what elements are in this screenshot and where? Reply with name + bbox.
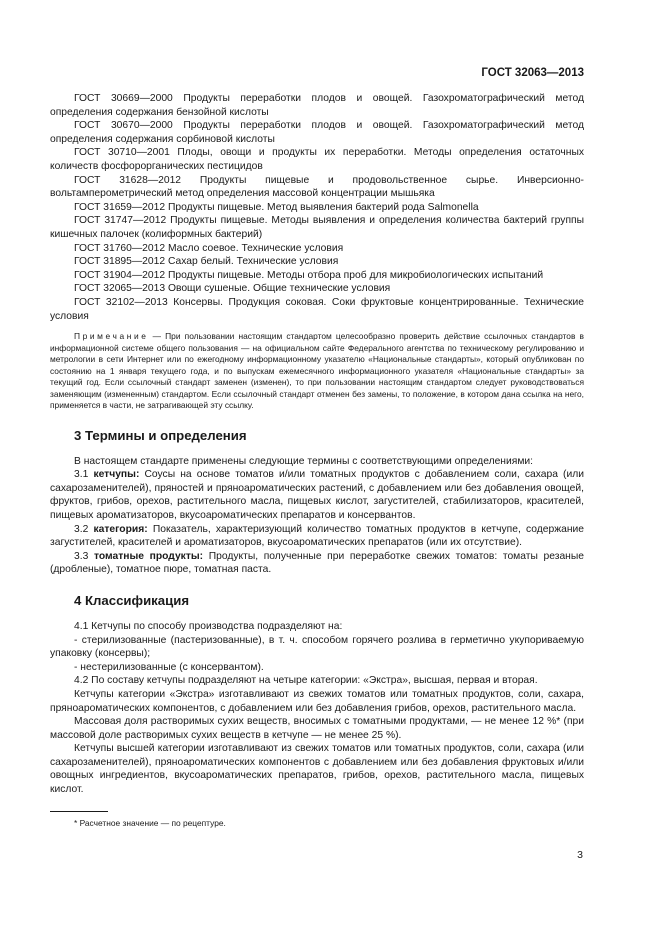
page-number: 3 <box>577 849 583 861</box>
term-definition <box>50 550 584 577</box>
reference-item: ГОСТ 31659—2012 Продукты пищевые. Метод выявления бактерий рода Salmonella <box>74 201 479 213</box>
term-number: 3.3 <box>74 550 89 562</box>
footnote-divider <box>50 811 108 812</box>
term-name: категория: <box>93 523 148 535</box>
reference-item: ГОСТ 31747—2012 Продукты пищевые. Методы выявления и определения количества бактерий группы кишечных палочек (колиформных бактерий) <box>50 215 584 240</box>
reference-item: ГОСТ 32102—2013 Консервы. Продукция соковая. Соки фруктовые концентрированные. Технические условия <box>50 296 584 322</box>
reference-item: ГОСТ 31895—2012 Сахар белый. Технические условия <box>74 256 339 268</box>
term-name: кетчупы: <box>93 469 140 481</box>
paragraph-extra-category: Кетчупы категории «Экстра» изготавливают из свежих томатов или томатных продуктов, соли, сахара, пряноароматических компонентов, с добавлением или без добавления грибов, орехов, растительного масла. <box>50 688 584 714</box>
note-label: Примечание <box>74 331 149 342</box>
note-text: — При пользовании настоящим стандартом целесообразно проверить действие ссылочных стандартов в информационной системе общего пользования — на официальном сайте Федерального агентства по техническому регулированию и метрологии в сети Интернет или по ежегодному информационному указателю «Национальные стандарты», который опубликован по состоянию на 1 января текущего года, и по выпускам ежемесячного информационного указателя «Национальные стандарты» за текущий год. Если ссылочный стандарт заменен (изменен), то при пользовании настоящим стандартом следует руководствоваться заменяющим (измененным) стандартом. Если ссылочный стандарт отменен без замены, то положение, в котором дана ссылка на него, применяется в части, не затрагивающей эту ссылку. <box>50 331 584 411</box>
reference-item: ГОСТ 31760—2012 Масло соевое. Технические условия <box>74 242 344 254</box>
term-definition <box>50 523 584 550</box>
term-number: 3.2 <box>74 523 89 535</box>
section-4-heading: 4 Классификация <box>74 592 190 608</box>
term-text: Соусы на основе томатов и/или томатных продуктов с добавлением соли, сахара (или сахарозаменителей), пряностей и пряноароматических растений, с добавлением или без добавления овощей, фруктов, грибов, орехов, растительного масла, пищевых кислот, загустителей, стабилизаторов, красителей, пищевых ароматизаторов, вкусоароматических препаратов и консервантов. <box>50 469 584 521</box>
term-text: Показатель, характеризующий количество томатных продуктов в кетчупе, содержание загустителей, красителей и ароматизаторов, вкусоароматических препаратов (или их отсутствие). <box>50 523 584 549</box>
list-item: - стерилизованные (пастеризованные), в т. ч. способом горячего розлива в герметично укупориваемую упаковку (консервы); <box>50 634 584 660</box>
note-paragraph <box>50 331 584 412</box>
reference-item: ГОСТ 31628—2012 Продукты пищевые и продовольственное сырье. Инверсионно-вольтамперометрический метод определения массовой концентрации мышьяка <box>50 174 584 200</box>
paragraph-higher-category: Кетчупы высшей категории изготавливают из свежих томатов или томатных продуктов, соли, сахара (или сахарозаменителей), пряноароматических компонентов с добавлением или без добавления фруктовых и/или овощных ингредиентов, вкусоароматических препаратов, грибов, орехов, растительного масла, пищевых кислот. <box>50 743 584 796</box>
term-number: 3.1 <box>74 469 89 481</box>
reference-item: ГОСТ 31904—2012 Продукты пищевые. Методы отбора проб для микробиологических испытаний <box>74 269 544 281</box>
clause-4-2: 4.2 По составу кетчупы подразделяют на четыре категории: «Экстра», высшая, первая и вторая. <box>74 675 538 687</box>
term-definition <box>50 468 584 522</box>
section-3-heading: 3 Термины и определения <box>74 427 247 443</box>
reference-item: ГОСТ 30670—2000 Продукты переработки плодов и овощей. Газохроматографический метод определения содержания сорбиновой кислоты <box>50 120 584 145</box>
term-text: Продукты, полученные при переработке свежих томатов: томаты резаные (дробленые), томатное пюре, томатная паста. <box>50 550 584 576</box>
document-code-header: ГОСТ 32063—2013 <box>481 67 584 79</box>
section-3-intro: В настоящем стандарте применены следующие термины с соответствующими определениями: <box>74 455 534 467</box>
page-content <box>50 92 584 829</box>
paragraph-mass-fraction: Массовая доля растворимых сухих веществ, вносимых с томатными продуктами, — не менее 12 %* (при массовой доле растворимых сухих веществ в кетчупе — не менее 25 %). <box>50 716 584 741</box>
clause-4-1: 4.1 Кетчупы по способу производства подразделяют на: <box>74 620 343 632</box>
references-list <box>50 92 584 323</box>
reference-item: ГОСТ 32065—2013 Овощи сушеные. Общие технические условия <box>74 283 391 295</box>
term-name: томатные продукты: <box>93 550 204 562</box>
reference-item: ГОСТ 30710—2001 Плоды, овощи и продукты их переработки. Методы определения остаточных количеств фосфорорганических пестицидов <box>50 147 584 172</box>
reference-item: ГОСТ 30669—2000 Продукты переработки плодов и овощей. Газохроматографический метод определения содержания бензойной кислоты <box>50 93 584 118</box>
footnote: * Расчетное значение — по рецептуре. <box>74 817 226 828</box>
list-item: - нестерилизованные (с консервантом). <box>74 661 264 673</box>
